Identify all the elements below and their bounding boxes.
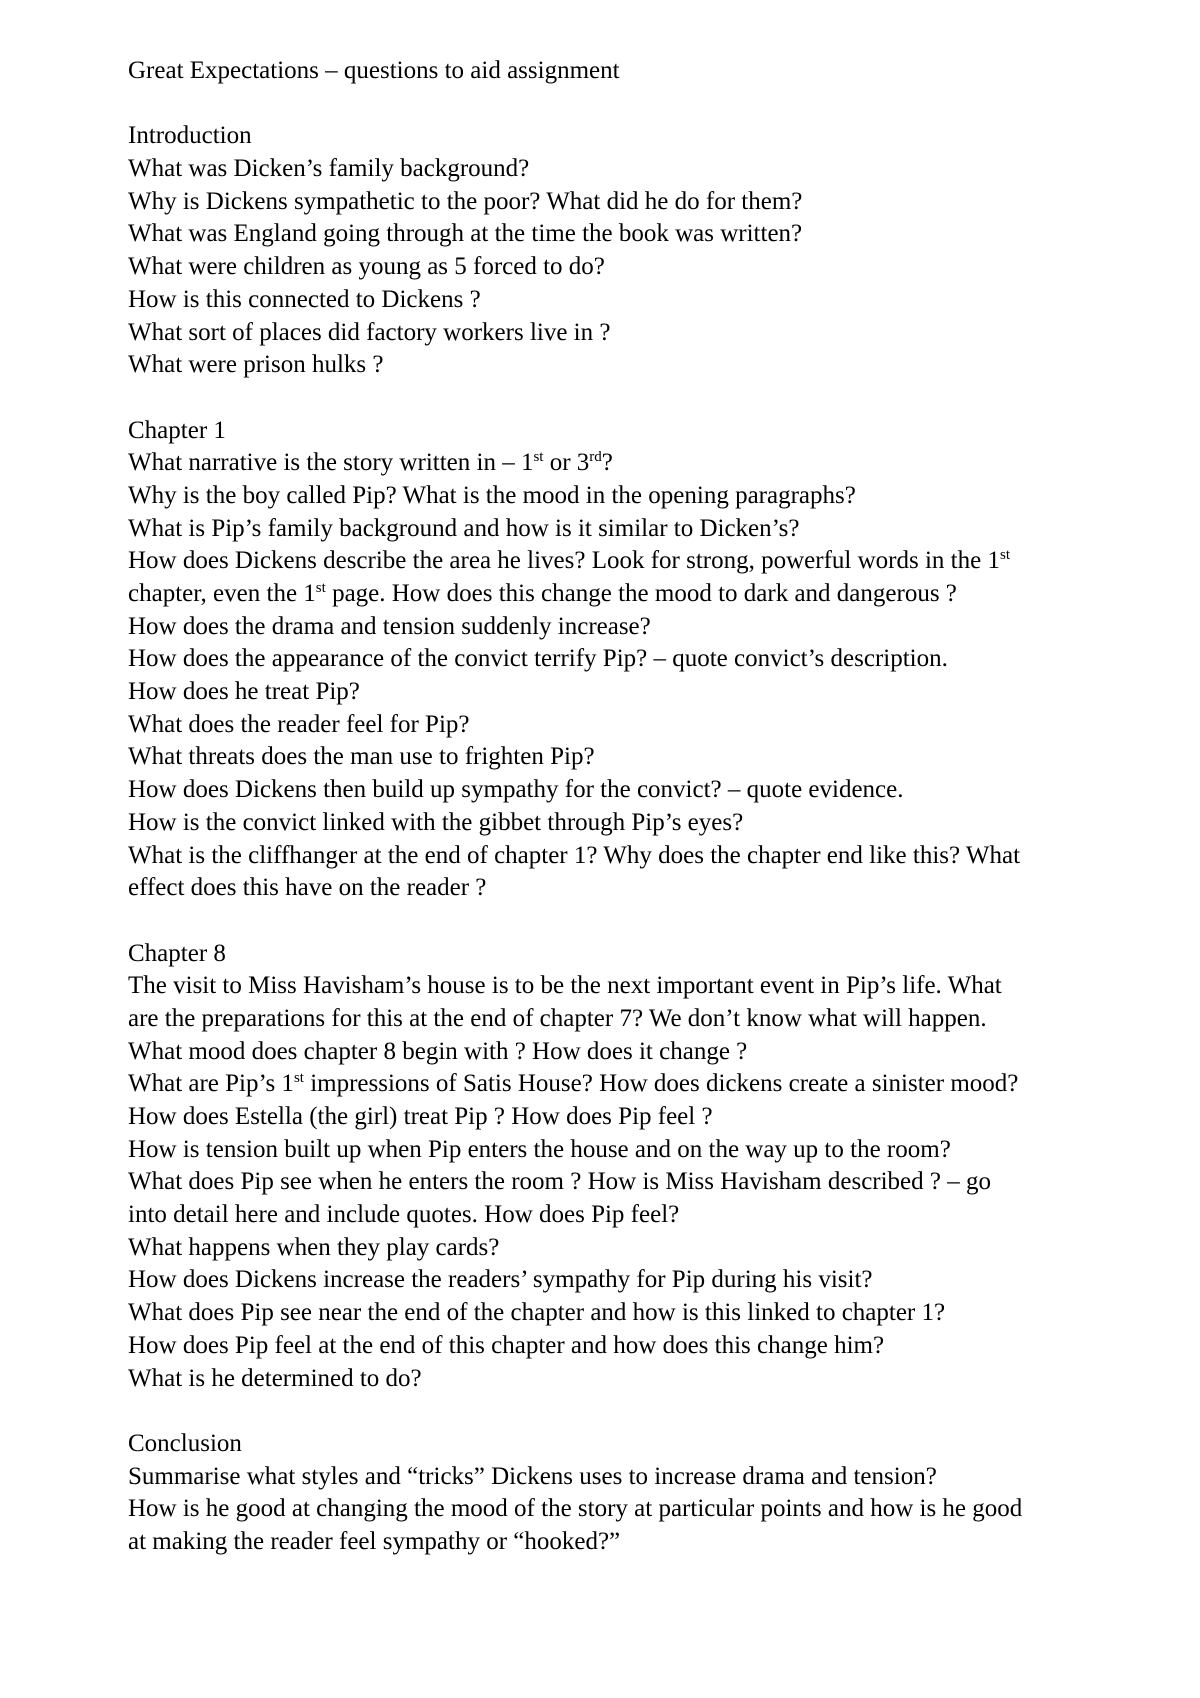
text-fragment: impressions of Satis House? How does dickens create a sinister mood? [303,1070,1019,1098]
text-fragment: What are Pip’s 1 [128,1070,294,1098]
question-line: How does Estella (the girl) treat Pip ? How does Pip feel ? [128,1103,713,1130]
question-line: What was England going through at the time the book was written? [128,220,803,248]
question-line: What was Dicken’s family background? [128,155,530,183]
question-line: What were children as young as 5 forced to do? [128,253,605,281]
question-line: What happens when they play cards? [128,1233,500,1261]
spacer [128,88,1168,121]
question-line: effect does this have on the reader ? [128,874,487,902]
question-line: How is this connected to Dickens ? [128,285,481,313]
question-line: What does the reader feel for Pip? [128,710,470,738]
question-line: What threats does the man use to frighten Pip? [128,743,595,771]
superscript: st [315,580,326,596]
introduction-heading: Introduction [128,122,252,150]
question-line: are the preparations for this at the end of chapter 7? We don’t know what will happen. [128,1004,987,1032]
question-line: How is he good at changing the mood of the story at particular points and how is he good [128,1495,1023,1523]
question-line [128,447,1168,480]
question-line: How does Pip feel at the end of this chapter and how does this change him? [128,1331,885,1359]
question-line: at making the reader feel sympathy or “hooked?” [128,1527,621,1555]
text-fragment: chapter, even the 1 [128,580,316,607]
question-line: How does Dickens increase the readers’ sympathy for Pip during his visit? [128,1266,873,1294]
question-line: What is Pip’s family background and how is it similar to Dicken’s? [128,514,800,542]
text-fragment: How does Dickens describe the area he lives? Look for strong, powerful words in the 1 [128,547,1000,575]
question-line: into detail here and include quotes. How does Pip feel? [128,1201,680,1229]
question-line [128,578,1168,611]
question-line [128,545,1168,578]
text-fragment: ? [601,449,613,477]
question-line: Why is the boy called Pip? What is the mood in the opening paragraphs? [128,481,856,509]
text-fragment: page. How does this change the mood to dark and dangerous ? [325,580,957,607]
spacer [128,382,1168,415]
superscript: st [999,547,1010,564]
question-line: Summarise what styles and “tricks” Dickens uses to increase drama and tension? [128,1462,937,1490]
superscript: st [533,449,544,466]
chapter8-heading: Chapter 8 [128,939,226,967]
document-title: Great Expectations – questions to aid assignment [128,57,620,84]
question-line [128,1068,1168,1101]
question-line: What does Pip see when he enters the room ? How is Miss Havisham described ? – go [128,1168,992,1196]
question-line: What mood does chapter 8 begin with ? How does it change ? [128,1037,748,1065]
question-line: How does the appearance of the convict terrify Pip? – quote convict’s description. [128,645,948,673]
question-line: What is he determined to do? [128,1364,422,1392]
document-body [128,55,1168,1559]
question-line: How does the drama and tension suddenly increase? [128,612,651,640]
question-line: Why is Dickens sympathetic to the poor? What did he do for them? [128,187,803,215]
spacer [128,905,1168,938]
text-fragment: or 3 [543,449,590,477]
question-line: The visit to Miss Havisham’s house is to be the next important event in Pip’s life. What [128,972,1002,1000]
text-fragment: What narrative is the story written in – 1 [128,449,534,477]
question-line: How does he treat Pip? [128,678,360,706]
question-line: What were prison hulks ? [128,351,384,379]
question-line: What sort of places did factory workers live in ? [128,318,611,346]
superscript: rd [589,449,602,466]
question-line: What is the cliffhanger at the end of chapter 1? Why does the chapter end like this? What [128,841,1021,869]
question-line: How does Dickens then build up sympathy for the convict? – quote evidence. [128,776,904,804]
question-line: What does Pip see near the end of the chapter and how is this linked to chapter 1? [128,1299,946,1327]
question-line: How is tension built up when Pip enters the house and on the way up to the room? [128,1135,951,1163]
conclusion-heading: Conclusion [128,1429,242,1457]
question-line: How is the convict linked with the gibbet through Pip’s eyes? [128,808,744,836]
superscript: st [293,1070,304,1087]
chapter1-heading: Chapter 1 [128,416,226,444]
spacer [128,1395,1168,1428]
